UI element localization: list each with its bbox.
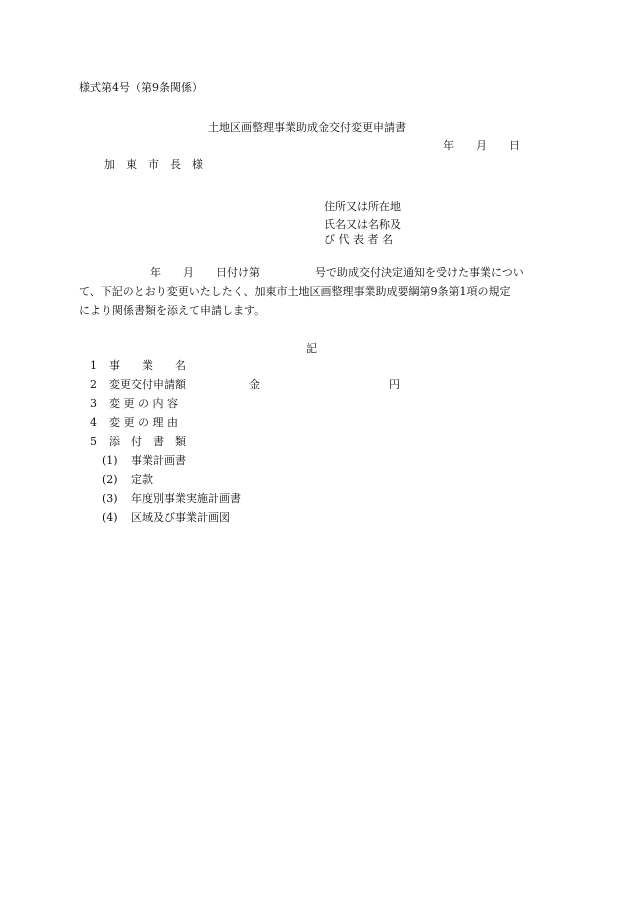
attachment-number: (2) xyxy=(102,473,118,486)
attachment-label: 区域及び事業計画図 xyxy=(131,511,230,524)
form-number: 様式第4号（第9条関係） xyxy=(79,81,203,94)
attachment-number: (1) xyxy=(102,454,118,467)
body-text-line-1: 年 月 日付け第 号で助成交付決定通知を受けた事業につい xyxy=(150,266,524,279)
attachment-number: (3) xyxy=(102,492,118,505)
item-label: 変 更 の 内 容 xyxy=(109,397,178,410)
applicant-name-label-line1: 氏名又は名称及 xyxy=(324,218,401,231)
applicant-name-label-line2: び 代 表 者 名 xyxy=(324,233,393,246)
ki-heading: 記 xyxy=(306,342,317,355)
item-number: 1 xyxy=(90,359,97,372)
addressee: 加 東 市 長 様 xyxy=(104,158,203,171)
attachment-label: 年度別事業実施計画書 xyxy=(131,492,241,505)
attachment-label: 事業計画書 xyxy=(131,454,186,467)
item-number: 4 xyxy=(90,416,97,429)
item-number: 2 xyxy=(90,378,97,391)
item-label: 変更交付申請額 xyxy=(109,378,186,391)
date-line: 年 月 日 xyxy=(443,139,520,152)
item-label: 事 業 名 xyxy=(109,359,186,372)
applicant-address-label: 住所又は所在地 xyxy=(324,200,401,213)
body-text-line-3: により関係書類を添えて申請します。 xyxy=(79,304,266,317)
amount-kin-label: 金 xyxy=(249,378,260,391)
item-label: 変 更 の 理 由 xyxy=(109,416,178,429)
item-number: 5 xyxy=(90,435,97,448)
amount-yen-label: 円 xyxy=(389,378,400,391)
document-title: 土地区画整理事業助成金交付変更申請書 xyxy=(208,121,406,134)
attachment-number: (4) xyxy=(102,511,118,524)
body-text-line-2: て、下記のとおり変更いたしたく、加東市土地区画整理事業助成要綱第9条第1項の規定 xyxy=(79,285,511,298)
attachment-label: 定款 xyxy=(131,473,153,486)
item-label: 添 付 書 類 xyxy=(109,435,186,448)
item-number: 3 xyxy=(90,397,97,410)
